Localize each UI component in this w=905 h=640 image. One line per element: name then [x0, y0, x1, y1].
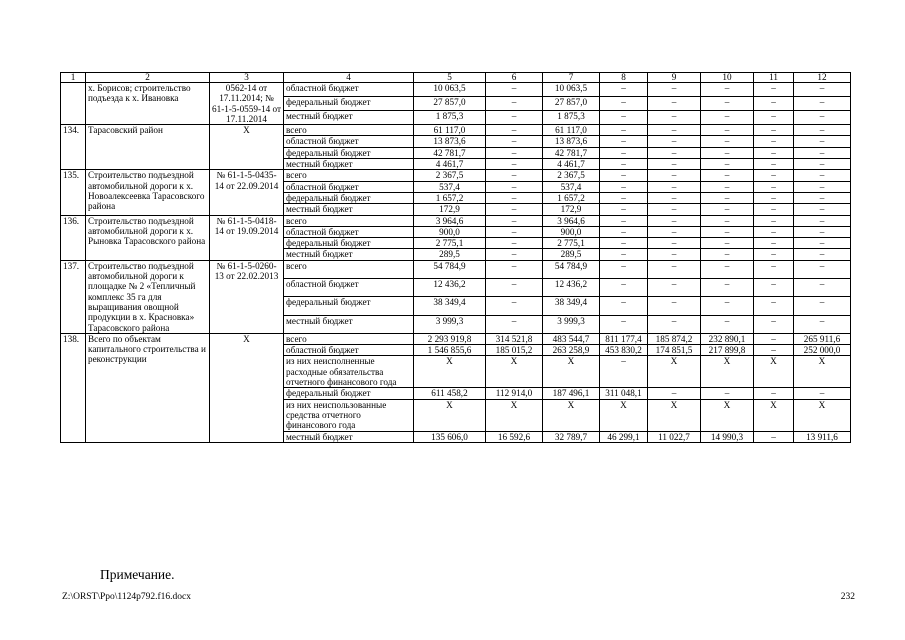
value-cell: 2 293 919,8 — [414, 333, 486, 344]
document-ref: № 61-1-5-0260-13 от 22.02.2013 — [210, 260, 284, 333]
value-cell: – — [754, 204, 794, 215]
value-cell: 265 911,6 — [794, 333, 851, 344]
value-cell: X — [414, 356, 486, 388]
value-cell: – — [701, 192, 754, 203]
value-cell: – — [486, 111, 543, 125]
value-cell: 252 000,0 — [794, 345, 851, 356]
value-cell: – — [600, 136, 648, 147]
value-cell: – — [600, 249, 648, 260]
value-cell: – — [701, 297, 754, 315]
funding-source: областной бюджет — [284, 83, 414, 97]
value-cell: – — [794, 260, 851, 278]
page-number: 232 — [840, 592, 855, 602]
value-cell: 3 964,6 — [543, 215, 600, 226]
value-cell: – — [754, 297, 794, 315]
value-cell: – — [701, 238, 754, 249]
value-cell: – — [600, 226, 648, 237]
value-cell: – — [648, 83, 701, 97]
value-cell: 13 873,6 — [543, 136, 600, 147]
value-cell: 2 775,1 — [414, 238, 486, 249]
value-cell: – — [648, 125, 701, 136]
funding-source: областной бюджет — [284, 181, 414, 192]
value-cell: 900,0 — [414, 226, 486, 237]
value-cell: – — [701, 125, 754, 136]
value-cell: 900,0 — [543, 226, 600, 237]
value-cell: – — [701, 97, 754, 111]
value-cell: – — [600, 238, 648, 249]
value-cell: – — [486, 279, 543, 297]
value-cell: – — [794, 111, 851, 125]
value-cell: 232 890,1 — [701, 333, 754, 344]
value-cell: X — [701, 399, 754, 431]
value-cell: – — [701, 260, 754, 278]
value-cell: 46 299,1 — [600, 431, 648, 442]
value-cell: – — [486, 260, 543, 278]
value-cell: X — [754, 399, 794, 431]
value-cell: 217 899,8 — [701, 345, 754, 356]
value-cell: – — [754, 315, 794, 333]
value-cell: – — [794, 181, 851, 192]
funding-source: всего — [284, 215, 414, 226]
funding-source: всего — [284, 125, 414, 136]
value-cell: 311 048,1 — [600, 388, 648, 399]
value-cell: – — [486, 147, 543, 158]
value-cell: – — [701, 111, 754, 125]
value-cell: 811 177,4 — [600, 333, 648, 344]
funding-source: местный бюджет — [284, 315, 414, 333]
value-cell: – — [648, 111, 701, 125]
value-cell: X — [543, 399, 600, 431]
column-header: 12 — [794, 73, 851, 83]
value-cell: – — [486, 181, 543, 192]
funding-source: федеральный бюджет — [284, 192, 414, 203]
value-cell: 187 496,1 — [543, 388, 600, 399]
value-cell: 38 349,4 — [414, 297, 486, 315]
value-cell: X — [701, 356, 754, 388]
value-cell: – — [600, 181, 648, 192]
value-cell: – — [600, 315, 648, 333]
funding-source: областной бюджет — [284, 226, 414, 237]
value-cell: – — [486, 215, 543, 226]
value-cell: X — [648, 356, 701, 388]
funding-source: федеральный бюджет — [284, 388, 414, 399]
row-number: 135. — [61, 170, 86, 215]
value-cell: 27 857,0 — [414, 97, 486, 111]
value-cell: 289,5 — [414, 249, 486, 260]
row-number — [61, 83, 86, 125]
value-cell: 12 436,2 — [414, 279, 486, 297]
table-row — [61, 125, 851, 136]
value-cell: – — [486, 170, 543, 181]
value-cell: – — [648, 215, 701, 226]
object-name: Строительство подъездной автомобильной дороги к х. Новоалексеевка Тарасовского района — [86, 170, 210, 215]
funding-source: из них неисполненные расходные обязательства отчетного финансового года — [284, 356, 414, 388]
funding-source: из них неиспользованные средства отчетного финансового года — [284, 399, 414, 431]
value-cell: 3 999,3 — [543, 315, 600, 333]
value-cell: 174 851,5 — [648, 345, 701, 356]
value-cell: – — [600, 111, 648, 125]
value-cell: – — [754, 260, 794, 278]
value-cell: – — [648, 170, 701, 181]
value-cell: – — [794, 125, 851, 136]
value-cell: – — [486, 83, 543, 97]
value-cell: – — [648, 181, 701, 192]
value-cell: – — [754, 192, 794, 203]
value-cell: – — [701, 215, 754, 226]
value-cell: 185 874,2 — [648, 333, 701, 344]
value-cell: 112 914,0 — [486, 388, 543, 399]
value-cell: – — [754, 249, 794, 260]
funding-source: федеральный бюджет — [284, 297, 414, 315]
value-cell: – — [754, 333, 794, 344]
value-cell: – — [794, 388, 851, 399]
value-cell: 3 964,6 — [414, 215, 486, 226]
column-header: 10 — [701, 73, 754, 83]
value-cell: – — [600, 204, 648, 215]
funding-source: местный бюджет — [284, 249, 414, 260]
document-ref: 0562-14 от 17.11.2014; № 61-1-5-0559-14 от 17.11.2014 — [210, 83, 284, 125]
value-cell: – — [648, 192, 701, 203]
object-name: Всего по объектам капитального строительства и реконструкции — [86, 333, 210, 442]
value-cell: 10 063,5 — [543, 83, 600, 97]
value-cell: 1 657,2 — [414, 192, 486, 203]
value-cell: X — [486, 356, 543, 388]
funding-source: областной бюджет — [284, 279, 414, 297]
value-cell: – — [701, 159, 754, 170]
value-cell: – — [754, 147, 794, 158]
value-cell: – — [600, 356, 648, 388]
column-header: 9 — [648, 73, 701, 83]
funding-source: всего — [284, 260, 414, 278]
value-cell: – — [794, 204, 851, 215]
value-cell: 185 015,2 — [486, 345, 543, 356]
value-cell: – — [701, 226, 754, 237]
value-cell: 32 789,7 — [543, 431, 600, 442]
column-header: 5 — [414, 73, 486, 83]
value-cell: – — [486, 136, 543, 147]
value-cell: 12 436,2 — [543, 279, 600, 297]
funding-source: федеральный бюджет — [284, 147, 414, 158]
value-cell: 61 117,0 — [543, 125, 600, 136]
document-ref: X — [210, 333, 284, 442]
document-ref: X — [210, 125, 284, 170]
value-cell: – — [701, 249, 754, 260]
value-cell: – — [754, 345, 794, 356]
document-ref: № 61-1-5-0435-14 от 22.09.2014 — [210, 170, 284, 215]
value-cell: 54 784,9 — [414, 260, 486, 278]
value-cell: 42 781,7 — [414, 147, 486, 158]
header-row — [61, 73, 851, 83]
value-cell: – — [794, 83, 851, 97]
value-cell: X — [543, 356, 600, 388]
table-row — [61, 260, 851, 278]
value-cell: – — [794, 226, 851, 237]
value-cell: 42 781,7 — [543, 147, 600, 158]
column-header: 7 — [543, 73, 600, 83]
value-cell: – — [754, 388, 794, 399]
funding-source: всего — [284, 170, 414, 181]
value-cell: – — [648, 204, 701, 215]
value-cell: – — [486, 159, 543, 170]
value-cell: 1 875,3 — [414, 111, 486, 125]
object-name: Строительство подъездной автомобильной дороги к площадке № 2 «Тепличный комплекс 35 га для выращивания овощной продукции в х. Красновка» Тарасовского района — [86, 260, 210, 333]
value-cell: – — [648, 226, 701, 237]
value-cell: – — [648, 159, 701, 170]
object-name: Строительство подъездной автомобильной дороги к х. Рыновка Тарасовского района — [86, 215, 210, 260]
funding-source: местный бюджет — [284, 204, 414, 215]
column-header: 6 — [486, 73, 543, 83]
value-cell: 4 461,7 — [543, 159, 600, 170]
value-cell: – — [754, 159, 794, 170]
value-cell: 1 875,3 — [543, 111, 600, 125]
value-cell: 2 367,5 — [543, 170, 600, 181]
value-cell: 13 873,6 — [414, 136, 486, 147]
row-number: 136. — [61, 215, 86, 260]
file-path: Z:\ORST\Ppo\1124p792.f16.docx — [62, 592, 191, 602]
value-cell: – — [701, 181, 754, 192]
column-header: 3 — [210, 73, 284, 83]
value-cell: – — [754, 136, 794, 147]
value-cell: X — [754, 356, 794, 388]
value-cell: 16 592,6 — [486, 431, 543, 442]
value-cell: – — [486, 315, 543, 333]
value-cell: 172,9 — [543, 204, 600, 215]
value-cell: – — [794, 97, 851, 111]
value-cell: – — [794, 238, 851, 249]
value-cell: 537,4 — [414, 181, 486, 192]
column-header: 1 — [61, 73, 86, 83]
value-cell: 611 458,2 — [414, 388, 486, 399]
value-cell: 61 117,0 — [414, 125, 486, 136]
value-cell: X — [648, 399, 701, 431]
value-cell: – — [794, 136, 851, 147]
value-cell: X — [794, 399, 851, 431]
note-label: Примечание. — [100, 567, 175, 582]
value-cell: 27 857,0 — [543, 97, 600, 111]
value-cell: – — [701, 147, 754, 158]
value-cell: – — [794, 297, 851, 315]
table-row — [61, 215, 851, 226]
funding-source: местный бюджет — [284, 431, 414, 442]
value-cell: 10 063,5 — [414, 83, 486, 97]
value-cell: – — [794, 192, 851, 203]
funding-source: областной бюджет — [284, 345, 414, 356]
value-cell: – — [600, 125, 648, 136]
value-cell: – — [648, 147, 701, 158]
value-cell: – — [754, 226, 794, 237]
value-cell: – — [600, 192, 648, 203]
value-cell: – — [600, 159, 648, 170]
value-cell: – — [701, 170, 754, 181]
funding-source: местный бюджет — [284, 159, 414, 170]
value-cell: – — [648, 315, 701, 333]
value-cell: – — [600, 83, 648, 97]
table-row — [61, 333, 851, 344]
value-cell: 172,9 — [414, 204, 486, 215]
value-cell: – — [754, 215, 794, 226]
value-cell: 135 606,0 — [414, 431, 486, 442]
value-cell: – — [754, 279, 794, 297]
value-cell: – — [754, 431, 794, 442]
value-cell: 54 784,9 — [543, 260, 600, 278]
table-row — [61, 170, 851, 181]
value-cell: – — [701, 136, 754, 147]
value-cell: – — [486, 226, 543, 237]
value-cell: – — [701, 204, 754, 215]
value-cell: – — [754, 238, 794, 249]
value-cell: – — [701, 279, 754, 297]
value-cell: 38 349,4 — [543, 297, 600, 315]
value-cell: – — [754, 111, 794, 125]
row-number: 137. — [61, 260, 86, 333]
value-cell: – — [794, 170, 851, 181]
row-number: 138. — [61, 333, 86, 442]
value-cell: – — [600, 170, 648, 181]
value-cell: – — [648, 238, 701, 249]
value-cell: – — [648, 136, 701, 147]
value-cell: – — [600, 215, 648, 226]
value-cell: 1 546 855,6 — [414, 345, 486, 356]
value-cell: – — [486, 238, 543, 249]
value-cell: 314 521,8 — [486, 333, 543, 344]
value-cell: X — [794, 356, 851, 388]
value-cell: – — [600, 260, 648, 278]
value-cell: – — [794, 279, 851, 297]
value-cell: – — [486, 192, 543, 203]
value-cell: 2 367,5 — [414, 170, 486, 181]
value-cell: – — [754, 181, 794, 192]
value-cell: – — [794, 159, 851, 170]
value-cell: – — [701, 388, 754, 399]
value-cell: 13 911,6 — [794, 431, 851, 442]
value-cell: – — [701, 315, 754, 333]
value-cell: – — [648, 249, 701, 260]
funding-source: федеральный бюджет — [284, 97, 414, 111]
value-cell: 1 657,2 — [543, 192, 600, 203]
value-cell: – — [754, 170, 794, 181]
value-cell: 263 258,9 — [543, 345, 600, 356]
value-cell: – — [486, 297, 543, 315]
column-header: 8 — [600, 73, 648, 83]
value-cell: – — [486, 97, 543, 111]
value-cell: – — [648, 279, 701, 297]
funding-source: всего — [284, 333, 414, 344]
row-number: 134. — [61, 125, 86, 170]
value-cell: – — [648, 297, 701, 315]
value-cell: – — [701, 83, 754, 97]
table-row — [61, 83, 851, 97]
value-cell: – — [794, 147, 851, 158]
column-header: 11 — [754, 73, 794, 83]
value-cell: – — [648, 97, 701, 111]
value-cell: – — [600, 297, 648, 315]
value-cell: – — [600, 147, 648, 158]
funding-source: федеральный бюджет — [284, 238, 414, 249]
value-cell: X — [600, 399, 648, 431]
value-cell: – — [486, 204, 543, 215]
value-cell: 11 022,7 — [648, 431, 701, 442]
document-ref: № 61-1-5-0418-14 от 19.09.2014 — [210, 215, 284, 260]
funding-source: областной бюджет — [284, 136, 414, 147]
object-name: Тарасовский район — [86, 125, 210, 170]
value-cell: 537,4 — [543, 181, 600, 192]
value-cell: 483 544,7 — [543, 333, 600, 344]
value-cell: 4 461,7 — [414, 159, 486, 170]
value-cell: – — [794, 315, 851, 333]
value-cell: – — [754, 125, 794, 136]
value-cell: X — [414, 399, 486, 431]
value-cell: 3 999,3 — [414, 315, 486, 333]
value-cell: – — [754, 83, 794, 97]
value-cell: X — [486, 399, 543, 431]
value-cell: – — [600, 279, 648, 297]
funding-source: местный бюджет — [284, 111, 414, 125]
value-cell: – — [600, 97, 648, 111]
value-cell: – — [794, 249, 851, 260]
value-cell: – — [794, 215, 851, 226]
value-cell: – — [486, 125, 543, 136]
value-cell: – — [648, 388, 701, 399]
column-header: 2 — [86, 73, 210, 83]
budget-table — [60, 72, 851, 443]
value-cell: 289,5 — [543, 249, 600, 260]
value-cell: 14 990,3 — [701, 431, 754, 442]
column-header: 4 — [284, 73, 414, 83]
value-cell: 453 830,2 — [600, 345, 648, 356]
object-name: х. Борисов; строительство подъезда к х. Ивановка — [86, 83, 210, 125]
value-cell: – — [754, 97, 794, 111]
value-cell: – — [486, 249, 543, 260]
value-cell: – — [648, 260, 701, 278]
value-cell: 2 775,1 — [543, 238, 600, 249]
